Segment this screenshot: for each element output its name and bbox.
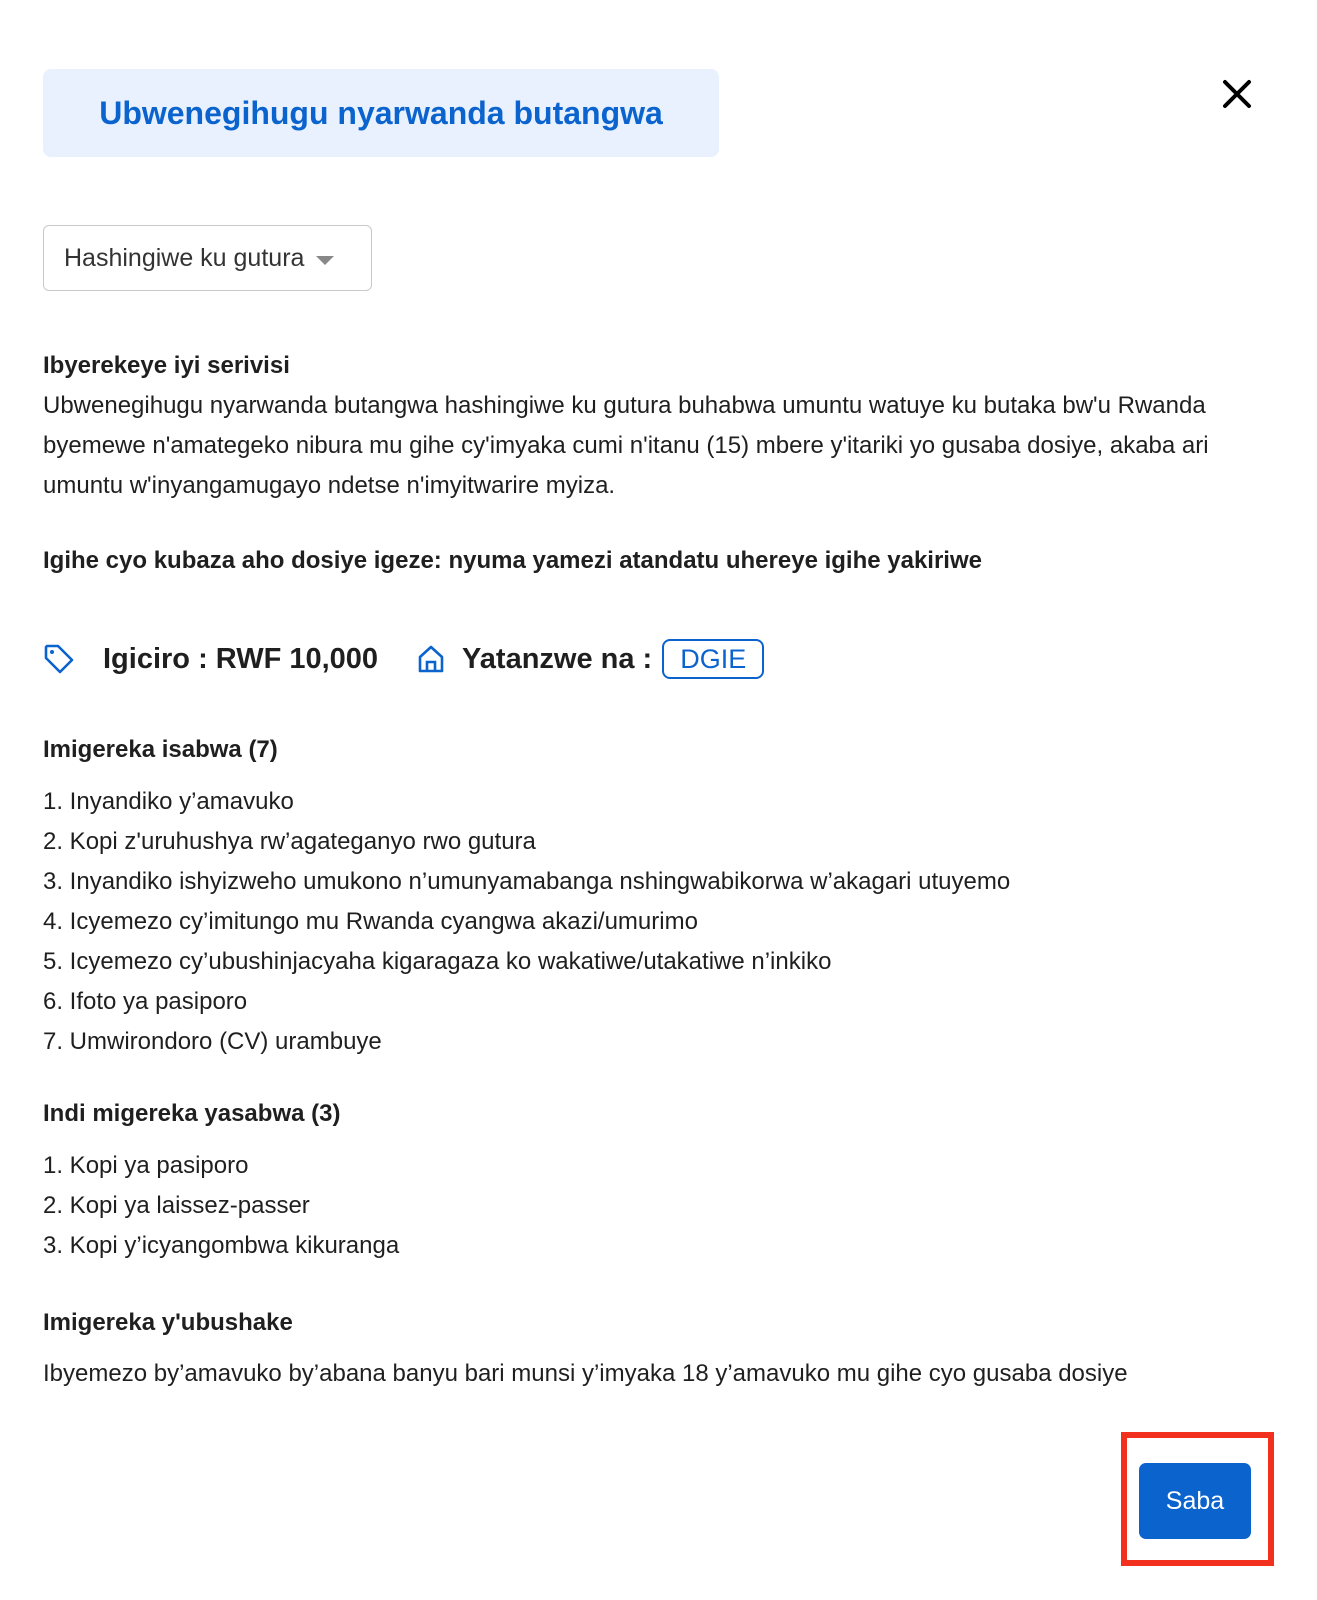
list-item: 4. Icyemezo cy’imitungo mu Rwanda cyangwa akazi/umurimo xyxy=(43,908,698,935)
other-docs-heading: Indi migereka yasabwa (3) xyxy=(43,1100,341,1127)
caret-down-icon xyxy=(316,244,334,273)
tag-icon xyxy=(43,643,75,675)
list-item: 2. Kopi z'uruhushya rw’agateganyo rwo gutura xyxy=(43,828,536,855)
list-item: 7. Umwirondoro (CV) urambuye xyxy=(43,1028,382,1055)
list-item: 6. Ifoto ya pasiporo xyxy=(43,988,248,1015)
required-docs-list xyxy=(43,782,1010,1062)
close-button[interactable] xyxy=(1216,73,1258,115)
provider-badge[interactable]: DGIE xyxy=(662,639,764,679)
required-docs-heading: Imigereka isabwa (7) xyxy=(43,736,278,763)
optional-docs-text: Ibyemezo by’amavuko by’abana banyu bari munsi y’imyaka 18 y’amavuko mu gihe cyo gusaba dosiye xyxy=(43,1360,1128,1387)
about-text: Ubwenegihugu nyarwanda butangwa hashingiwe ku gutura buhabwa umuntu watuye ku butaka bw'u Rwanda byemewe n'amategeko nibura mu gihe cy'imyaka cumi n'itanu (15) mbere y'itariki yo gusaba dosiye, akaba ari umuntu w'inyangamugayo ndetse n'imyitwarire myiza. xyxy=(43,392,1209,499)
other-docs-list xyxy=(43,1146,399,1266)
service-title: Ubwenegihugu nyarwanda butangwa xyxy=(99,94,663,131)
about-heading: Ibyerekeye iyi serivisi xyxy=(43,352,290,379)
close-icon xyxy=(1222,79,1252,109)
list-item: 1. Inyandiko y’amavuko xyxy=(43,788,294,815)
service-title-box xyxy=(43,69,719,157)
list-item: 1. Kopi ya pasiporo xyxy=(43,1152,249,1179)
application-type-select[interactable] xyxy=(43,225,372,291)
home-icon xyxy=(416,644,446,674)
list-item: 3. Kopi y’icyangombwa kikuranga xyxy=(43,1232,400,1259)
apply-button[interactable]: Saba xyxy=(1139,1463,1251,1539)
service-meta-row xyxy=(43,636,764,682)
price-label: Igiciro : RWF 10,000 xyxy=(103,642,379,675)
optional-docs-heading: Imigereka y'ubushake xyxy=(43,1309,293,1336)
application-type-value: Hashingiwe ku gutura xyxy=(64,243,305,272)
provider-label: Yatanzwe na : xyxy=(462,642,653,675)
list-item: 3. Inyandiko ishyizweho umukono n’umunyamabanga nshingwabikorwa w’akagari utuyemo xyxy=(43,868,1011,895)
list-item: 2. Kopi ya laissez-passer xyxy=(43,1192,310,1219)
list-item: 5. Icyemezo cy’ubushinjacyaha kigaragaza ko wakatiwe/utakatiwe n’inkiko xyxy=(43,948,832,975)
processing-time-text: Igihe cyo kubaza aho dosiye igeze: nyuma yamezi atandatu uhereye igihe yakiriwe xyxy=(43,547,982,574)
